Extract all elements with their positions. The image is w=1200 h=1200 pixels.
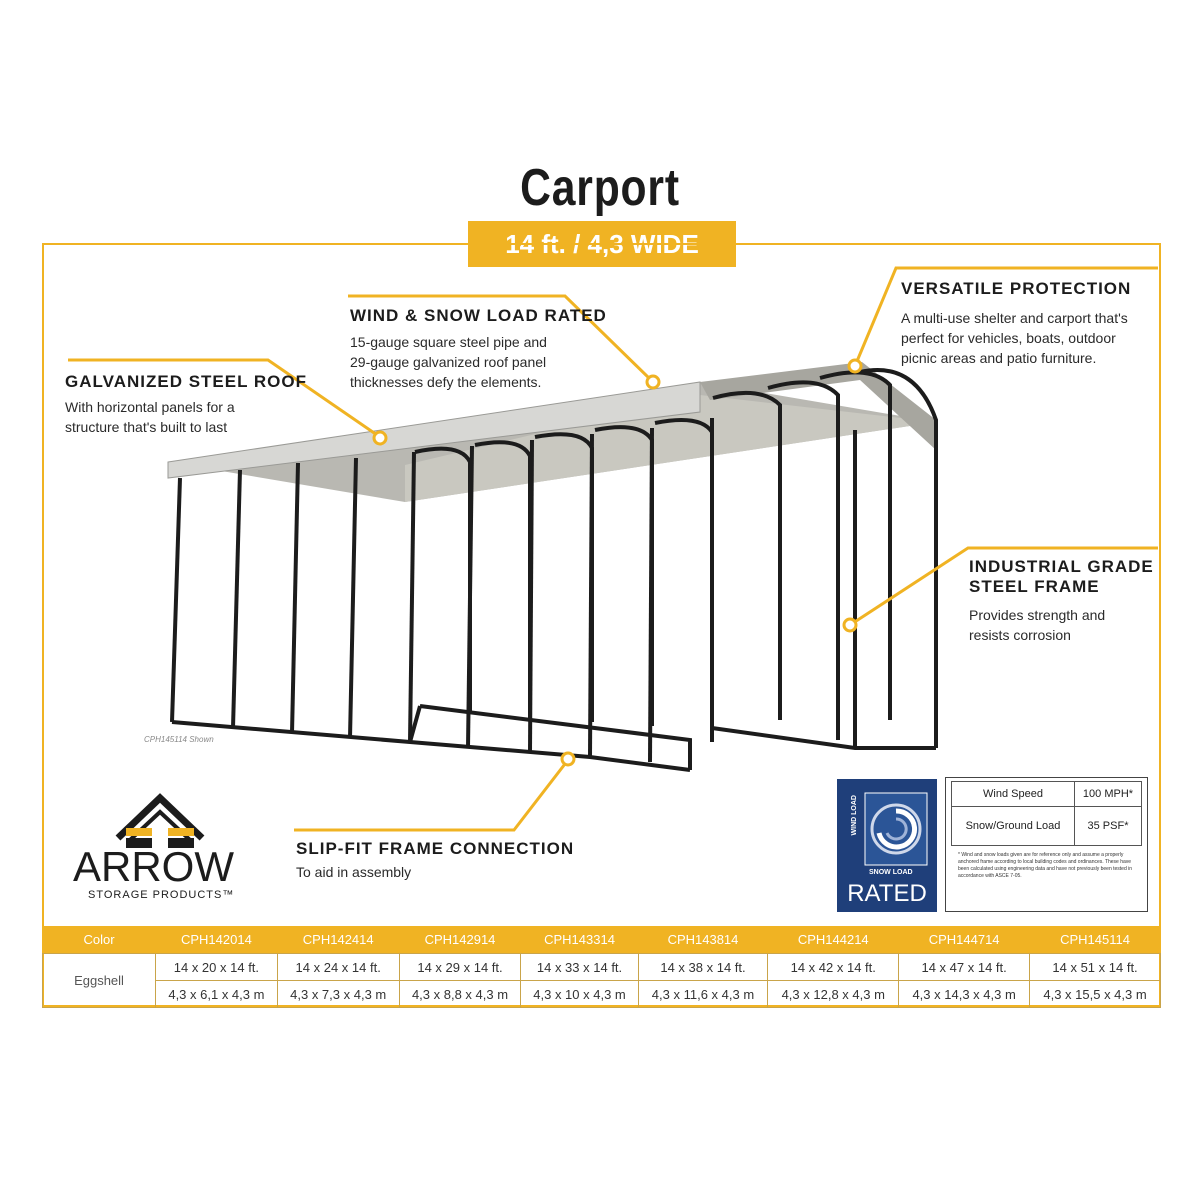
metric-size: 4,3 x 12,8 x 4,3 m: [768, 981, 899, 1008]
callout-wind-snow-title: WIND & SNOW LOAD RATED: [350, 306, 607, 325]
metric-size: 4,3 x 14,3 x 4,3 m: [899, 981, 1030, 1008]
spec-value: 35 PSF*: [1075, 807, 1142, 846]
width-banner: 14 ft. / 4,3 WIDE: [468, 221, 736, 267]
spec-label: Wind Speed: [952, 782, 1075, 807]
metric-size: 4,3 x 8,8 x 4,3 m: [399, 981, 521, 1008]
model-code: CPH144714: [899, 926, 1030, 954]
models-header-row: [43, 926, 1161, 954]
spec-row: [952, 807, 1142, 846]
color-value: Eggshell: [43, 954, 156, 1008]
models-table: [42, 926, 1161, 1008]
callout-galvanized-title: GALVANIZED STEEL ROOF: [65, 372, 308, 391]
wind-snow-rated-badge: [837, 779, 937, 912]
spec-value: 100 MPH*: [1075, 782, 1142, 807]
imperial-row: [43, 954, 1161, 981]
callout-industrial-title: INDUSTRIAL GRADE STEEL FRAME: [969, 557, 1154, 596]
metric-size: 4,3 x 15,5 x 4,3 m: [1030, 981, 1161, 1008]
model-code: CPH142914: [399, 926, 521, 954]
imperial-size: 14 x 38 x 14 ft.: [638, 954, 768, 981]
metric-size: 4,3 x 6,1 x 4,3 m: [156, 981, 278, 1008]
imperial-size: 14 x 47 x 14 ft.: [899, 954, 1030, 981]
imperial-size: 14 x 29 x 14 ft.: [399, 954, 521, 981]
badge-vertical-text: WIND LOAD: [851, 795, 858, 836]
model-shown-note: CPH145114 Shown: [144, 735, 214, 744]
load-spec-table: [951, 781, 1142, 846]
callout-slipfit-title: SLIP-FIT FRAME CONNECTION: [296, 839, 575, 858]
metric-row: [43, 981, 1161, 1008]
imperial-size: 14 x 51 x 14 ft.: [1030, 954, 1161, 981]
badge-rated-label: RATED: [847, 880, 927, 907]
callout-galvanized-text: With horizontal panels for a structure that's built to last: [65, 399, 235, 435]
model-code: CPH144214: [768, 926, 899, 954]
brand-name: ARROW: [73, 843, 234, 890]
badge-small-text: SNOW LOAD: [869, 869, 913, 876]
imperial-size: 14 x 42 x 14 ft.: [768, 954, 899, 981]
callout-wind-snow-text: 15-gauge square steel pipe and 29-gauge galvanized roof panel thicknesses defy the elements.: [350, 334, 547, 390]
imperial-size: 14 x 33 x 14 ft.: [521, 954, 638, 981]
callout-slipfit-text: To aid in assembly: [296, 864, 412, 880]
metric-size: 4,3 x 7,3 x 4,3 m: [277, 981, 399, 1008]
model-code: CPH145114: [1030, 926, 1161, 954]
page-title: Carport: [520, 159, 680, 217]
brand-tagline: STORAGE PRODUCTS™: [88, 889, 235, 901]
spec-label: Snow/Ground Load: [952, 807, 1075, 846]
spec-footnote: * Wind and snow loads given are for reference only and assume a properly anchored frame according to local building codes and ordinances. These have been calculated using engineering data and have not previously been tested in accordance with ASCE 7-05.: [958, 852, 1133, 879]
callout-industrial-text: Provides strength and resists corrosion: [969, 607, 1106, 643]
imperial-size: 14 x 20 x 14 ft.: [156, 954, 278, 981]
badge-swirl-icon: [839, 789, 935, 879]
model-code: CPH142414: [277, 926, 399, 954]
load-spec-box: [945, 777, 1148, 912]
metric-size: 4,3 x 10 x 4,3 m: [521, 981, 638, 1008]
imperial-size: 14 x 24 x 14 ft.: [277, 954, 399, 981]
metric-size: 4,3 x 11,6 x 4,3 m: [638, 981, 768, 1008]
model-code: CPH143314: [521, 926, 638, 954]
callout-versatile-text: A multi-use shelter and carport that's perfect for vehicles, boats, outdoor picnic areas and patio furniture.: [901, 310, 1128, 366]
model-code: CPH142014: [156, 926, 278, 954]
base-rails: [172, 706, 936, 770]
callout-versatile-title: VERSATILE PROTECTION: [901, 279, 1132, 298]
color-header: Color: [43, 926, 156, 954]
spec-row: [952, 782, 1142, 807]
model-code: CPH143814: [638, 926, 768, 954]
